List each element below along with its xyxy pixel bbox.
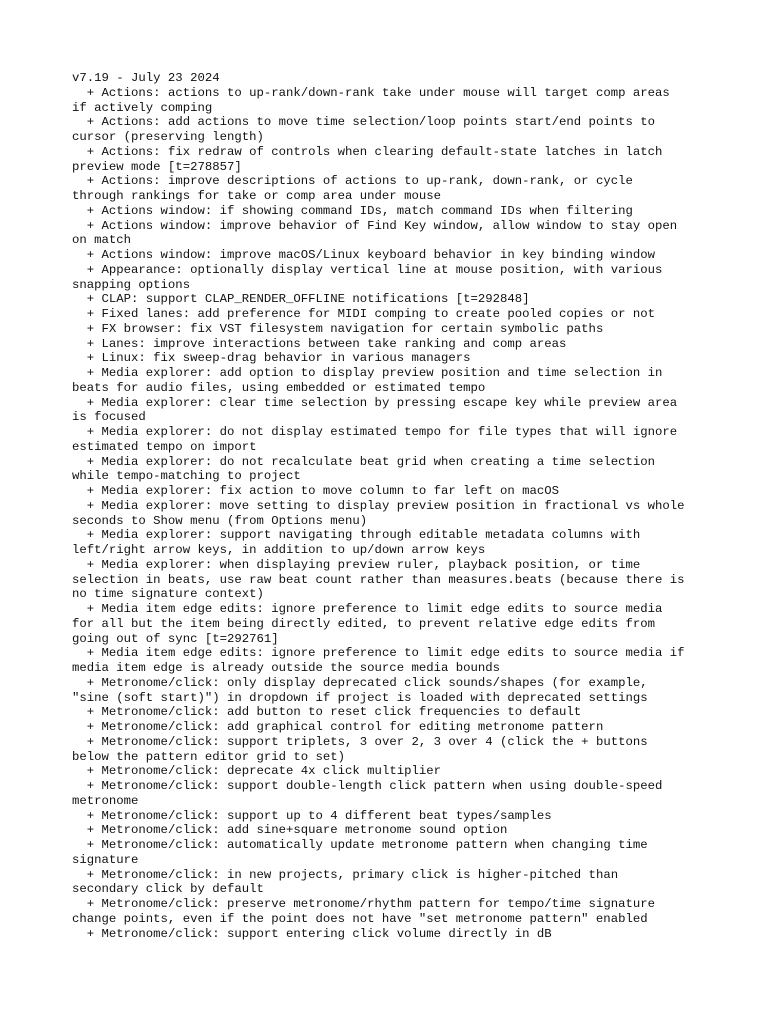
changelog-entry: + Media explorer: move setting to display preview position in fractional vs whole seconds to Show menu (from Options menu)	[72, 498, 685, 528]
changelog-entry: + Lanes: improve interactions between take ranking and comp areas	[72, 336, 567, 351]
changelog-entry: + CLAP: support CLAP_RENDER_OFFLINE notifications [t=292848]	[72, 292, 530, 307]
changelog-entry: + Media item edge edits: ignore preference to limit edge edits to source media if media item edge is already outside the source media bounds	[72, 646, 685, 675]
changelog-entry: + Metronome/click: support up to 4 different beat types/samples	[72, 808, 552, 823]
changelog-entry: + Media item edge edits: ignore preference to limit edge edits to source media for all but the item being directly edited, to prevent relative edge edits from going out of sync [t=292761]	[72, 602, 663, 646]
changelog-entry: + Media explorer: clear time selection by pressing escape key while preview area is focused	[72, 395, 678, 425]
changelog-entry: + Appearance: optionally display vertical line at mouse position, with various snapping options	[72, 262, 663, 292]
changelog-entry: + Media explorer: add option to display preview position and time selection in beats for audio files, using embedded or estimated tempo	[72, 366, 663, 395]
changelog-entry: + Actions window: if showing command IDs, match command IDs when filtering	[72, 203, 633, 218]
changelog-entry: + Metronome/click: preserve metronome/rhythm pattern for tempo/time signature change points, even if the point does not have "set metronome pattern" enabled	[72, 897, 655, 926]
changelog-entry: + Metronome/click: only display deprecated click sounds/shapes (for example, "sine (soft start)") in dropdown if project is loaded with deprecated settings	[72, 675, 648, 705]
changelog-entry: + Metronome/click: support entering click volume directly in dB	[72, 926, 552, 941]
changelog-entry: + Metronome/click: in new projects, primary click is higher-pitched than secondary click by default	[72, 867, 619, 897]
changelog-entry: + Actions: actions to up-rank/down-rank take under mouse will target comp areas if actively comping	[72, 85, 670, 115]
changelog-entry: + Media explorer: support navigating through editable metadata columns with left/right arrow keys, in addition to up/down arrow keys	[72, 528, 641, 557]
changelog-entry: + Metronome/click: add graphical control for editing metronome pattern	[72, 720, 604, 734]
changelog-entry: + Metronome/click: deprecate 4x click multiplier	[72, 764, 441, 779]
changelog-entry: + FX browser: fix VST filesystem navigation for certain symbolic paths	[72, 321, 604, 336]
changelog-entry: + Metronome/click: add button to reset click frequencies to default	[72, 705, 582, 720]
changelog-entry: + Metronome/click: support double-length click pattern when using double-speed metronome	[72, 779, 663, 808]
changelog-entry: + Actions window: improve behavior of Find Key window, allow window to stay open on match	[72, 218, 678, 248]
changelog-entry: + Actions: add actions to move time selection/loop points start/end points to cursor (preserving length)	[72, 115, 655, 144]
changelog-entry: + Metronome/click: automatically update metronome pattern when changing time signature	[72, 838, 648, 867]
changelog-entry: + Media explorer: do not recalculate beat grid when creating a time selection while tempo-matching to project	[72, 454, 655, 484]
changelog-entry: + Media explorer: do not display estimated tempo for file types that will ignore estimated tempo on import	[72, 425, 678, 454]
changelog-document	[72, 71, 712, 941]
changelog-entry: + Media explorer: fix action to move column to far left on macOS	[72, 484, 560, 498]
changelog-entry: + Metronome/click: support triplets, 3 over 2, 3 over 4 (click the + buttons below the pattern editor grid to set)	[72, 734, 648, 764]
changelog-entry: + Metronome/click: add sine+square metronome sound option	[72, 823, 508, 838]
changelog-entry: + Actions window: improve macOS/Linux keyboard behavior in key binding window	[72, 248, 655, 262]
changelog-entries	[72, 86, 712, 942]
changelog-entry: + Media explorer: when displaying preview ruler, playback position, or time selection in beats, use raw beat count rather than measures.beats (because there is no time signature context)	[72, 557, 685, 602]
version-header: v7.19 - July 23 2024	[72, 71, 220, 85]
changelog-entry: + Fixed lanes: add preference for MIDI comping to create pooled copies or not	[72, 307, 655, 321]
changelog-entry: + Linux: fix sweep-drag behavior in various managers	[72, 351, 471, 366]
changelog-entry: + Actions: improve descriptions of actions to up-rank, down-rank, or cycle through rankings for take or comp area under mouse	[72, 174, 633, 203]
changelog-entry: + Actions: fix redraw of controls when clearing default-state latches in latch preview mode [t=278857]	[72, 144, 663, 174]
